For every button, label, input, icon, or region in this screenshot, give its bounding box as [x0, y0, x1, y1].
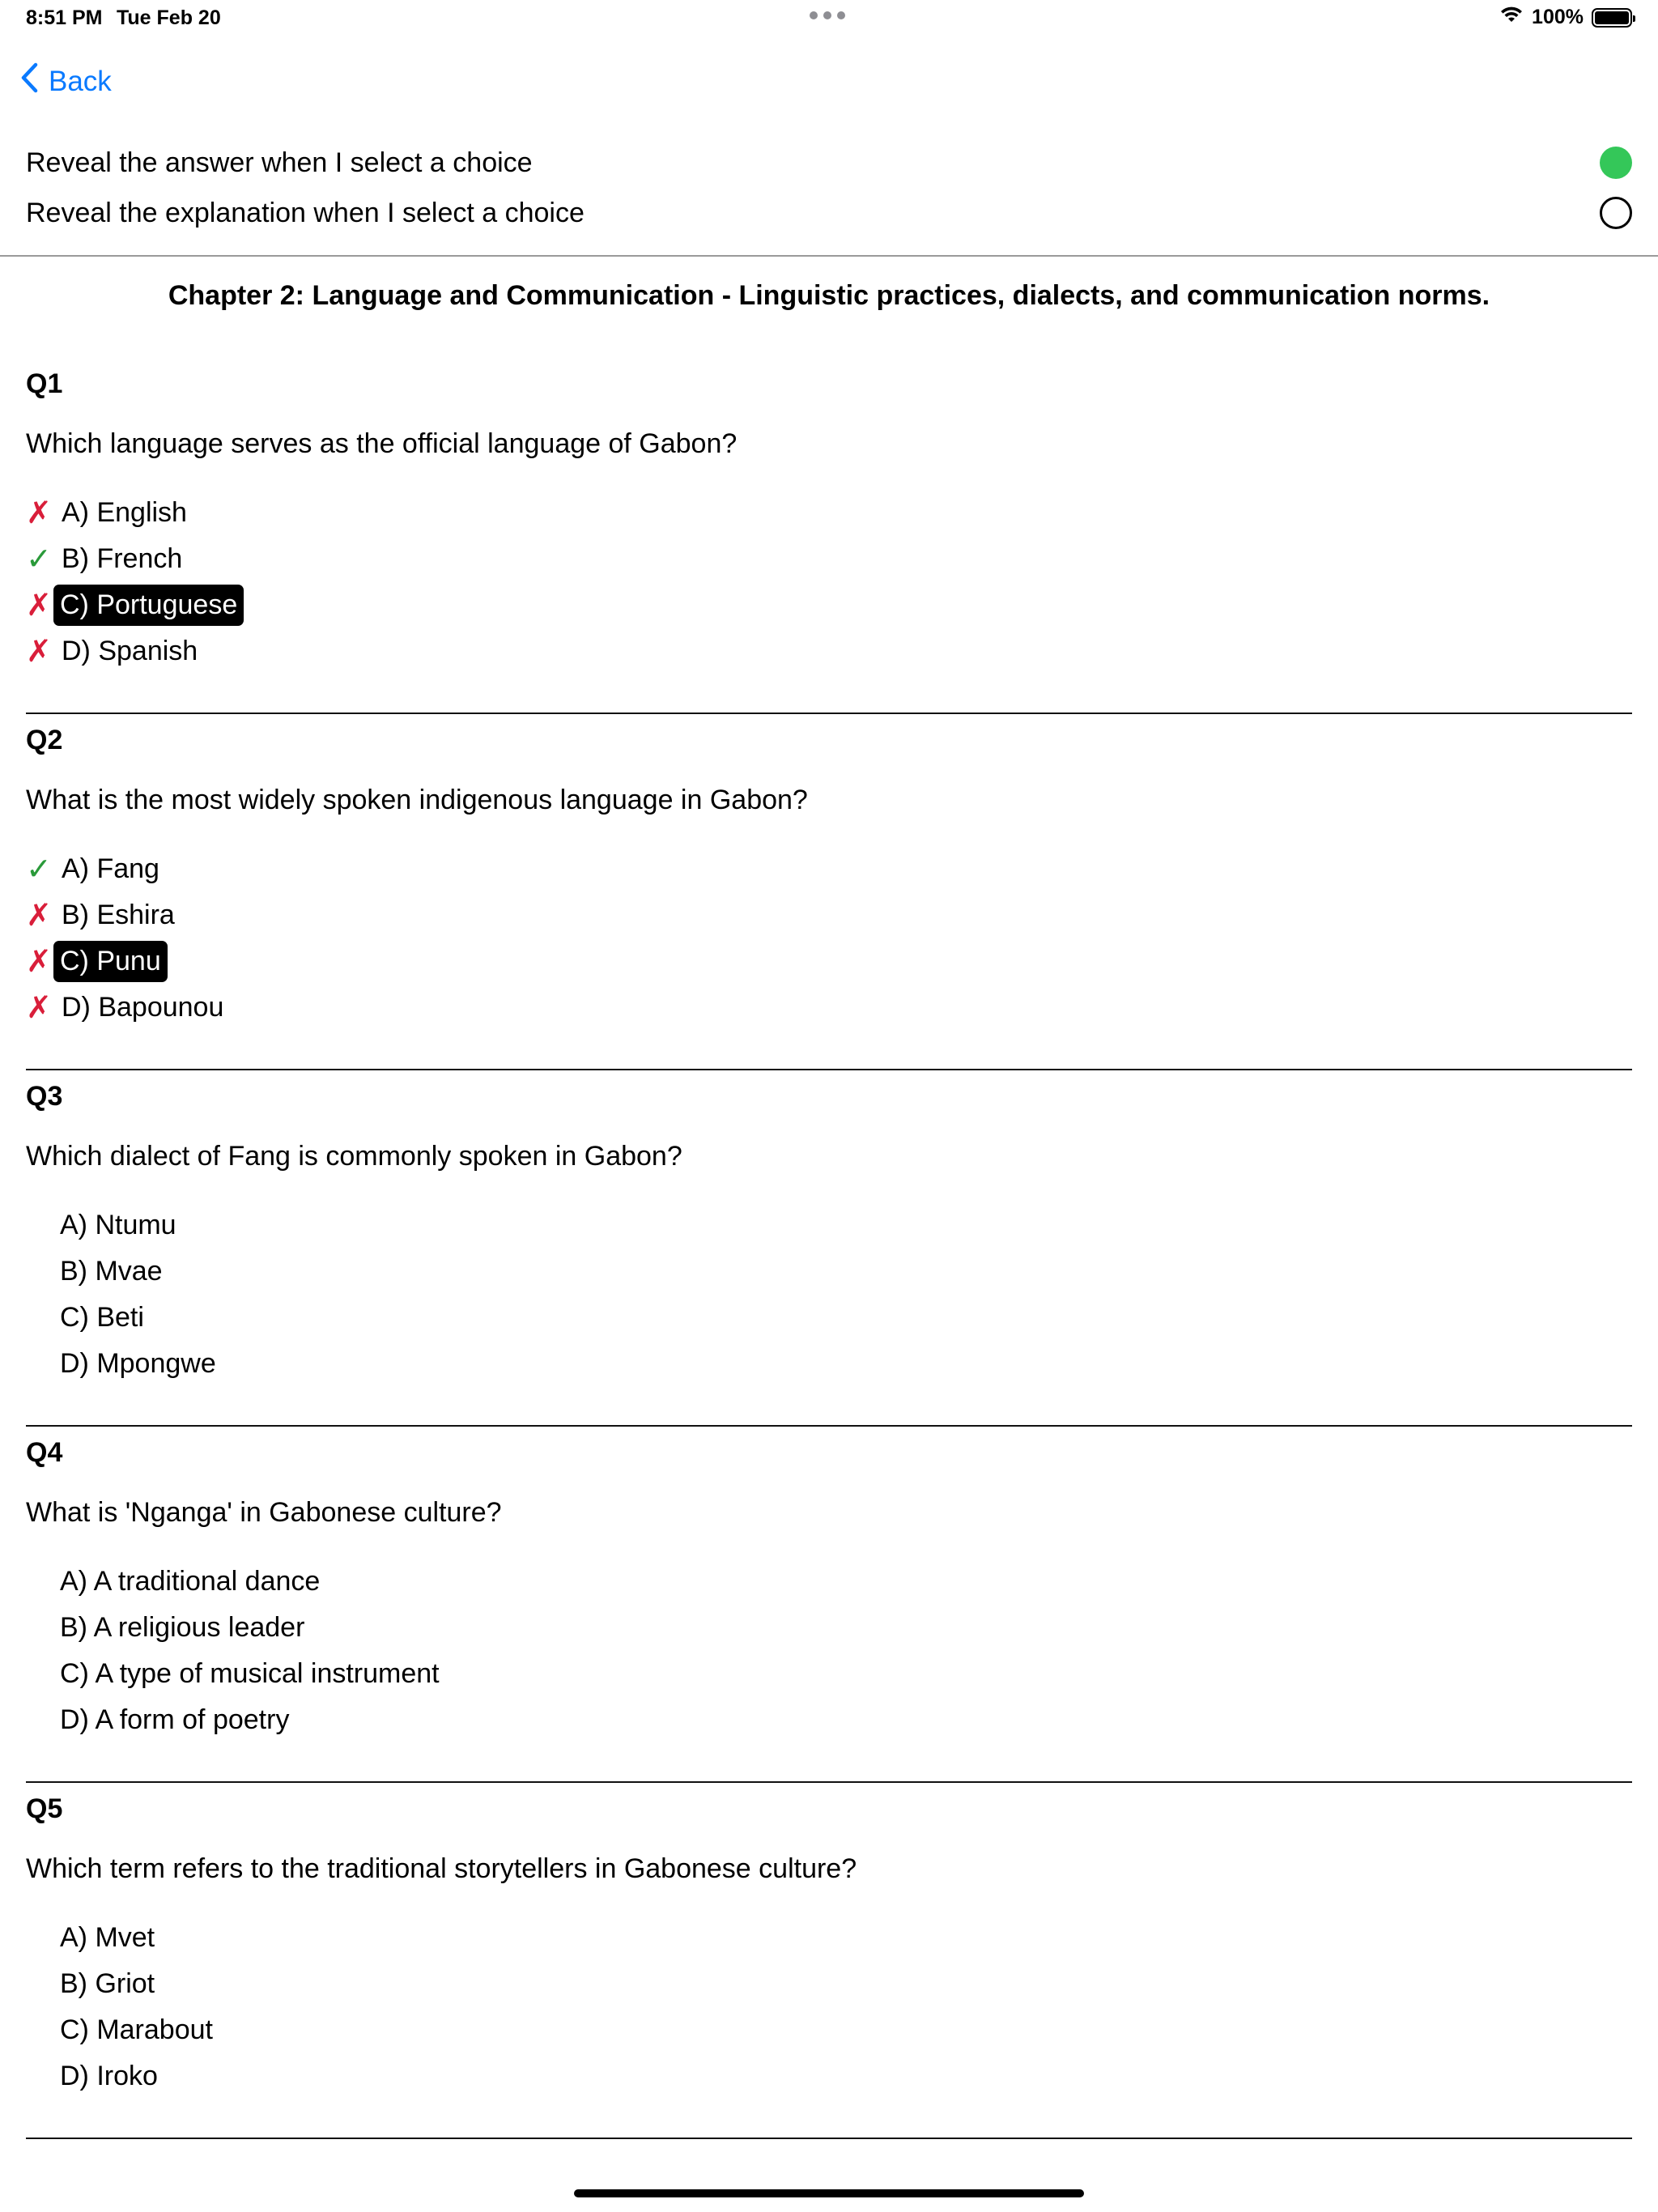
choice-label: D) Bapounou: [62, 992, 224, 1023]
choice-list: [26, 846, 225, 1031]
choice-label: B) A religious leader: [60, 1612, 305, 1643]
reveal-explanation-toggle[interactable]: [1600, 197, 1632, 229]
question-number: Q2: [26, 725, 63, 755]
question-card: [0, 1081, 1658, 1437]
setting-label: Reveal the explanation when I select a choice: [26, 197, 585, 228]
cross-icon: ✗: [26, 635, 52, 669]
question-number: Q5: [26, 1793, 63, 1824]
choice-option[interactable]: [26, 1341, 218, 1387]
reveal-answer-toggle[interactable]: [1600, 147, 1632, 179]
status-date: Tue Feb 20: [117, 6, 221, 29]
status-bar: [0, 0, 1658, 39]
choice-label: A) Ntumu: [60, 1210, 176, 1240]
question-text: Which term refers to the traditional storytellers in Gabonese culture?: [26, 1853, 857, 1884]
choice-label: A) Mvet: [60, 1922, 155, 1953]
question-text: What is 'Nganga' in Gabonese culture?: [26, 1497, 502, 1528]
battery-icon: [1592, 8, 1632, 28]
cross-icon: ✗: [26, 496, 52, 530]
question-number: Q4: [26, 1437, 63, 1468]
battery-percent: 100%: [1532, 6, 1584, 28]
choice-option[interactable]: [26, 628, 244, 674]
choice-option[interactable]: [26, 1202, 218, 1249]
wifi-icon: [1499, 5, 1524, 30]
choice-option[interactable]: [26, 1249, 218, 1295]
checkmark-icon: ✓: [26, 542, 52, 576]
choice-option-selected[interactable]: [26, 582, 244, 628]
choice-option[interactable]: [26, 536, 244, 582]
choice-list: [26, 1915, 215, 2099]
question-card: [0, 1793, 1658, 2150]
choice-label: C) Marabout: [60, 2014, 213, 2045]
choice-list: [26, 490, 244, 674]
chapter-title: Chapter 2: Language and Communication - Linguistic practices, dialects, and communication norms.: [168, 280, 1490, 311]
chevron-left-icon: [19, 62, 39, 101]
choice-option[interactable]: [26, 1961, 215, 2007]
divider: [26, 2138, 1632, 2139]
choice-label: C) Punu: [53, 941, 168, 982]
choice-option[interactable]: [26, 985, 225, 1031]
choice-label: B) Mvae: [60, 1256, 163, 1287]
back-button[interactable]: [19, 62, 112, 101]
choice-option[interactable]: [26, 1651, 441, 1697]
choice-label: C) Portuguese: [53, 585, 244, 626]
choice-option[interactable]: [26, 1559, 441, 1605]
divider: [26, 1781, 1632, 1783]
choice-option[interactable]: [26, 1295, 218, 1341]
checkmark-icon: ✓: [26, 853, 52, 887]
question-text: What is the most widely spoken indigenous language in Gabon?: [26, 785, 808, 815]
choice-label: C) A type of musical instrument: [60, 1658, 440, 1689]
divider: [26, 1069, 1632, 1070]
choice-label: D) Mpongwe: [60, 1348, 216, 1379]
question-text: Which dialect of Fang is commonly spoken in Gabon?: [26, 1141, 682, 1172]
choice-list: [26, 1559, 441, 1743]
choice-label: D) A form of poetry: [60, 1704, 290, 1735]
choice-option-selected[interactable]: [26, 938, 225, 985]
divider: [26, 1425, 1632, 1427]
choice-list: [26, 1202, 218, 1387]
choice-option[interactable]: [26, 892, 225, 938]
question-text: Which language serves as the official language of Gabon?: [26, 428, 738, 459]
choice-option[interactable]: [26, 1697, 441, 1743]
cross-icon: ✗: [26, 899, 52, 933]
choice-label: B) Eshira: [62, 900, 175, 930]
cross-icon: ✗: [26, 945, 52, 979]
choice-label: B) French: [62, 543, 183, 574]
question-card: [0, 1437, 1658, 1793]
cross-icon: ✗: [26, 589, 52, 623]
choice-option[interactable]: [26, 1915, 215, 1961]
setting-reveal-answer[interactable]: [26, 142, 1632, 184]
choice-label: D) Spanish: [62, 636, 198, 666]
question-card: [0, 368, 1658, 725]
choice-label: A) Fang: [62, 853, 159, 884]
divider: [26, 713, 1632, 714]
setting-label: Reveal the answer when I select a choice: [26, 147, 533, 178]
choice-option[interactable]: [26, 490, 244, 536]
question-number: Q1: [26, 368, 63, 399]
divider: [0, 255, 1658, 257]
status-time: 8:51 PM: [26, 6, 103, 29]
status-indicators: [1499, 5, 1632, 30]
choice-option[interactable]: [26, 2053, 215, 2099]
choice-label: A) A traditional dance: [60, 1566, 321, 1597]
choice-option[interactable]: [26, 2007, 215, 2053]
home-indicator[interactable]: [574, 2189, 1084, 2197]
choice-label: C) Beti: [60, 1302, 144, 1333]
choice-option[interactable]: [26, 1605, 441, 1651]
back-label: Back: [49, 65, 112, 97]
multitasking-dots-icon[interactable]: [810, 11, 845, 19]
cross-icon: ✗: [26, 991, 52, 1025]
choice-label: A) English: [62, 497, 187, 528]
choice-label: D) Iroko: [60, 2061, 158, 2091]
choice-label: B) Griot: [60, 1968, 155, 1999]
setting-reveal-explanation[interactable]: [26, 192, 1632, 234]
question-number: Q3: [26, 1081, 63, 1112]
choice-option[interactable]: [26, 846, 225, 892]
question-card: [0, 725, 1658, 1081]
